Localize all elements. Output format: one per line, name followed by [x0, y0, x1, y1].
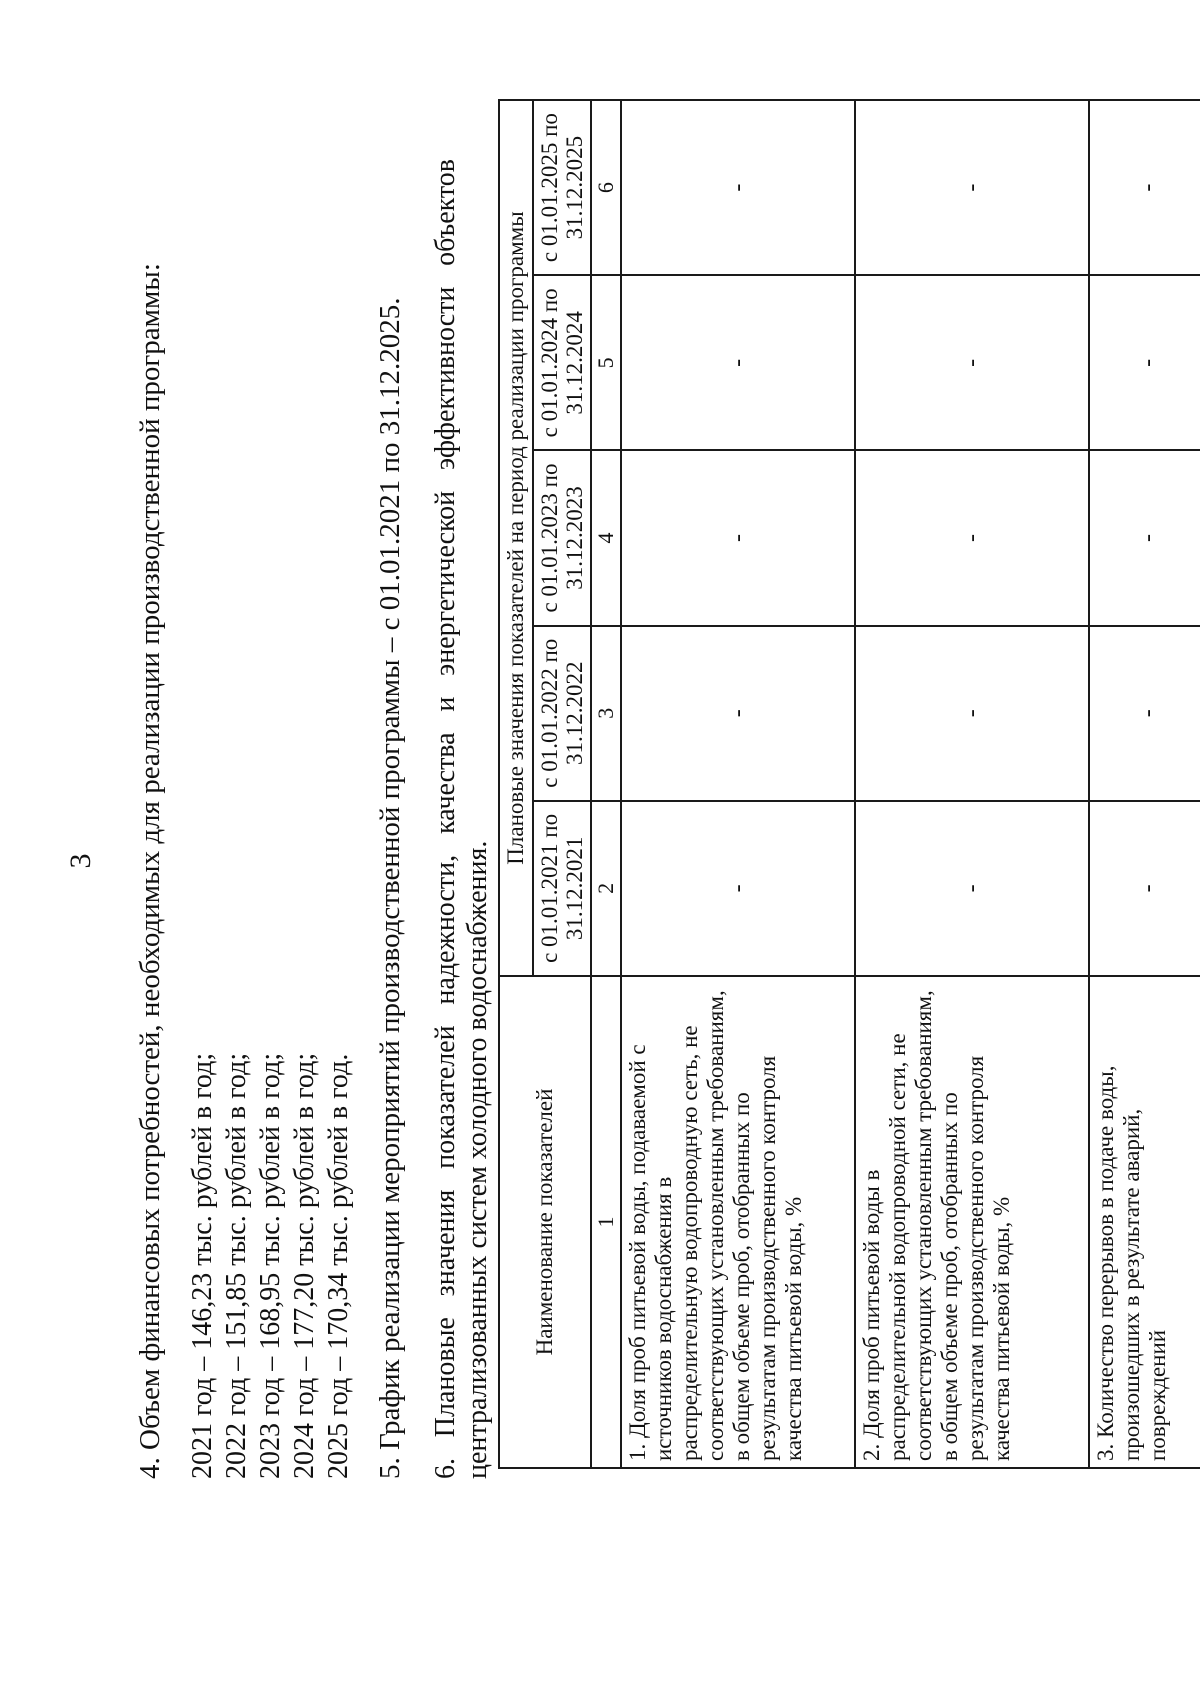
year-line: 2025 год – 170,34 тыс. рублей в год. [323, 1053, 354, 1479]
section-6-line-1 [430, 159, 462, 1479]
column-number-row [591, 100, 621, 1468]
indicator-name: 2. Доля проб питьевой воды в распределительной водопроводной сети, не соответствующих установленным требованиям, в общем объеме проб, отобранных по результатам производственного контроля качества питьевой воды, % [855, 976, 1089, 1468]
heading-word: значения [430, 1189, 461, 1297]
year-line: 2023 год – 168,95 тыс. рублей в год; [255, 1052, 286, 1479]
indicator-value: - [1089, 626, 1200, 801]
indicator-value: - [855, 275, 1089, 450]
column-number: 3 [591, 626, 621, 801]
name-column-header: Наименование показателей [499, 976, 591, 1468]
period-header: с 01.01.2022 по 31.12.2022 [533, 626, 591, 801]
indicator-value: - [855, 626, 1089, 801]
indicator-value: - [855, 450, 1089, 625]
planned-values-header: Плановые значения показателей на период реализации программы [499, 100, 533, 976]
period-header: с 01.01.2024 по 31.12.2024 [533, 275, 591, 450]
table-row [1089, 100, 1200, 1468]
indicator-value: - [621, 275, 855, 450]
heading-word: эффективности [430, 286, 461, 471]
heading-word: 6. [430, 1458, 461, 1479]
heading-word: энергетической [430, 490, 461, 676]
section-6-line-2: централизованных систем холодного водоснабжения. [462, 840, 493, 1479]
heading-word: объектов [430, 159, 461, 266]
section-4-heading: 4. Объем финансовых потребностей, необходимых для реализации производственной программы: [134, 263, 166, 1479]
heading-word: показателей [430, 1025, 461, 1169]
column-number: 5 [591, 275, 621, 450]
financial-needs-list [186, 1053, 356, 1479]
indicator-value: - [855, 100, 1089, 275]
table-row [855, 100, 1089, 1468]
column-number: 2 [591, 801, 621, 976]
indicator-value: - [1089, 100, 1200, 275]
indicator-value: - [621, 100, 855, 275]
column-number: 1 [591, 976, 621, 1468]
table-row [621, 100, 855, 1468]
heading-word: качества [430, 732, 461, 835]
indicator-value: - [621, 450, 855, 625]
year-line: 2022 год – 151,85 тыс. рублей в год; [221, 1052, 252, 1479]
period-header: с 01.01.2021 по 31.12.2021 [533, 801, 591, 976]
indicators-table [498, 99, 1200, 1469]
indicator-value: - [1089, 801, 1200, 976]
year-line: 2021 год – 146,23 тыс. рублей в год; [187, 1052, 218, 1479]
document-page [0, 69, 1200, 1629]
heading-word: надежности, [430, 854, 461, 1005]
indicator-value: - [1089, 275, 1200, 450]
page-number: 3 [64, 853, 97, 869]
section-6-heading [430, 159, 494, 1479]
heading-word: Плановые [430, 1317, 461, 1438]
indicator-name: 1. Доля проб питьевой воды, подаваемой с источников водоснабжения в распределительную водопроводную сеть, не соответствующих установленным требованиям, в общем объеме проб, отобранных по результатам производственного контроля качества питьевой воды, % [621, 976, 855, 1468]
indicator-name: 3. Количество перерывов в подаче воды, произошедших в результате аварий, повреждений [1089, 976, 1200, 1468]
period-header: с 01.01.2025 по 31.12.2025 [533, 100, 591, 275]
period-header: с 01.01.2023 по 31.12.2023 [533, 450, 591, 625]
table-header-row [499, 100, 533, 1468]
heading-word: и [430, 696, 461, 712]
indicator-value: - [621, 626, 855, 801]
indicator-value: - [1089, 450, 1200, 625]
section-5-text: 5. График реализации мероприятий производственной программы – с 01.01.2021 по 31.12.2025. [374, 297, 406, 1479]
column-number: 4 [591, 450, 621, 625]
indicator-value: - [855, 801, 1089, 976]
indicator-value: - [621, 801, 855, 976]
column-number: 6 [591, 100, 621, 275]
year-line: 2024 год – 177,20 тыс. рублей в год; [289, 1052, 320, 1479]
